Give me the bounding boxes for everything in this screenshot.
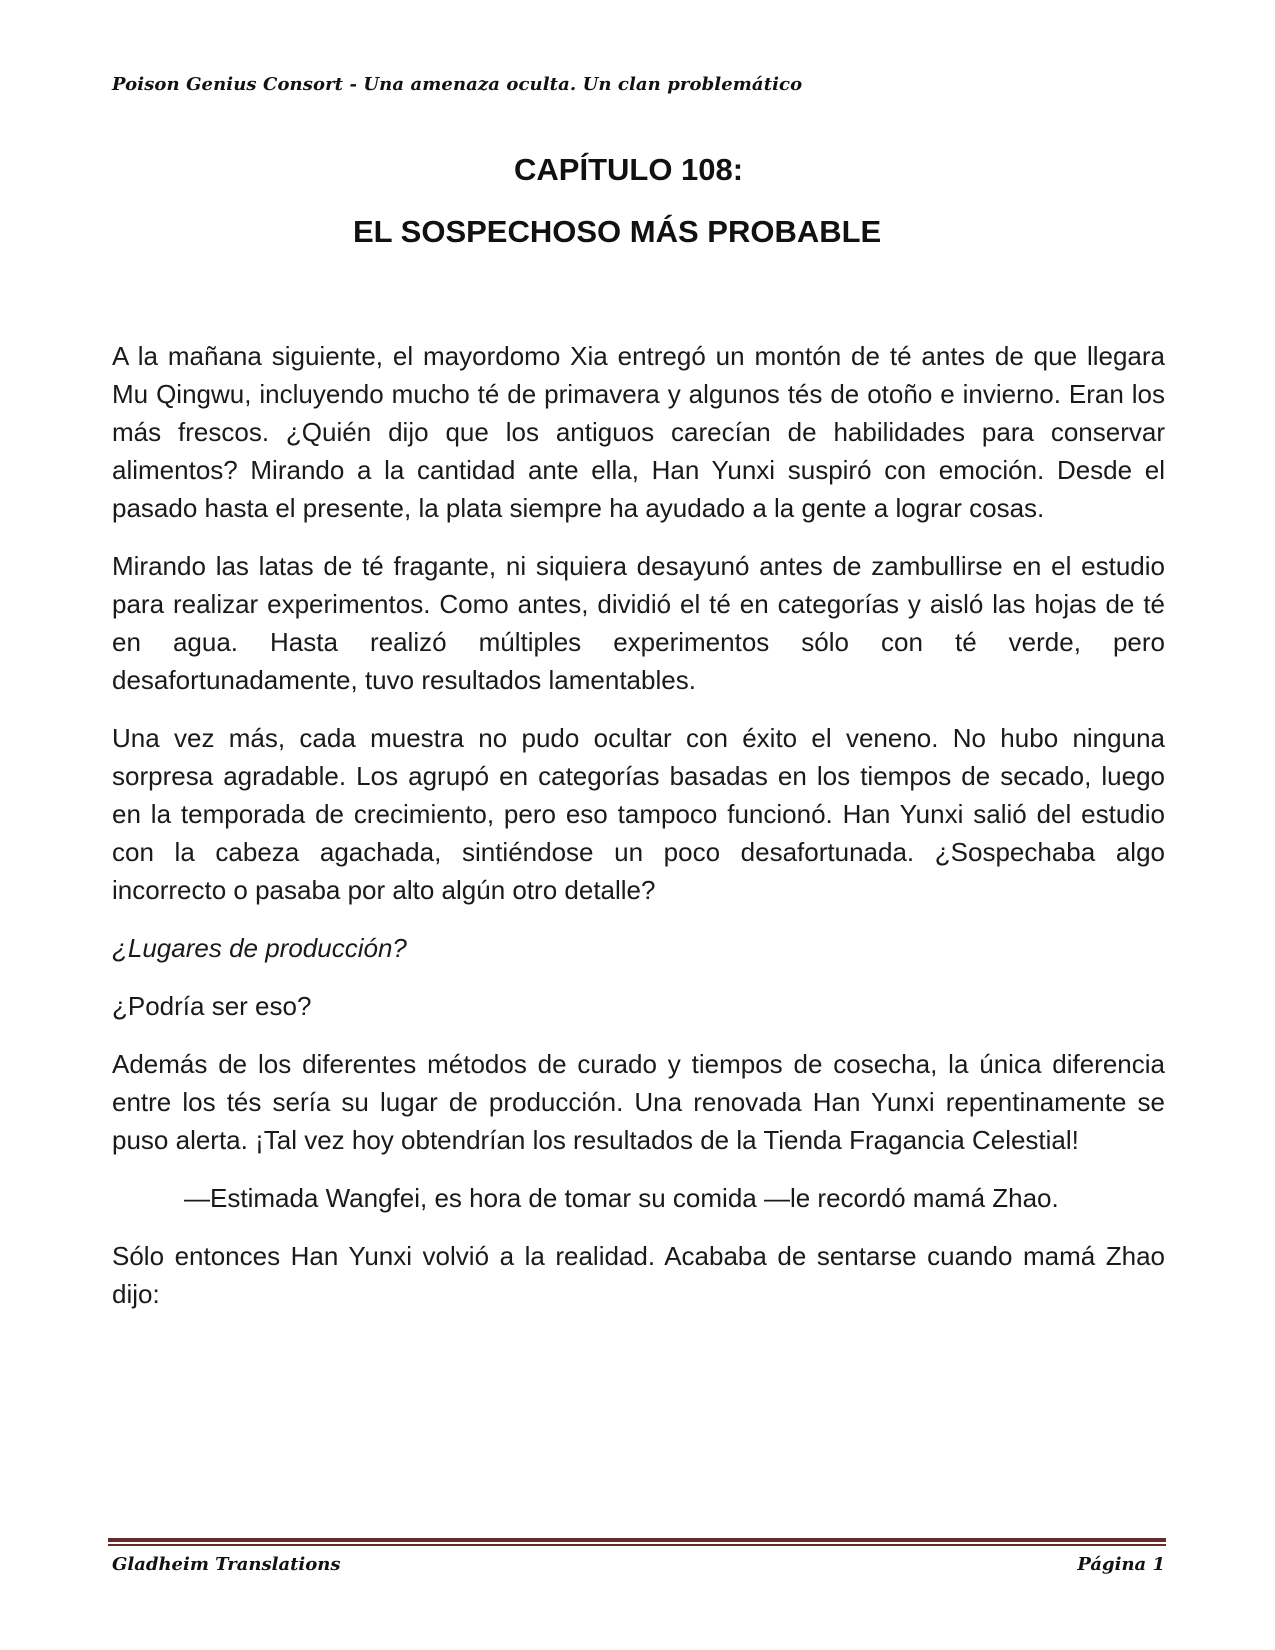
paragraph-italic: ¿Lugares de producción? [112, 933, 407, 963]
paragraph: A la mañana siguiente, el mayordomo Xia entregó un montón de té antes de que llegara Mu Qingwu, incluyendo mucho té de primavera y algunos tés de otoño e invierno. Eran los más frescos. ¿Quién dijo que los antiguos carecían de habilidades para conservar alimentos? Mirando a la cantidad ante ella, Han Yunxi suspiró con emoción. Desde el pasado hasta el presente, la plata siempre ha ayudado a la gente a lograr cosas. [112, 341, 1165, 523]
footer-divider-thin [108, 1544, 1166, 1546]
paragraph: ¿Podría ser eso? [112, 991, 312, 1021]
chapter-title [353, 214, 881, 250]
footer-publisher: Gladheim Translations [112, 1554, 341, 1575]
chapter-number-text: CAPÍTULO 108: [514, 152, 744, 187]
footer-divider-thick [108, 1538, 1166, 1542]
running-header: Poison Genius Consort - Una amenaza oculta. Un clan problemático [112, 74, 803, 95]
paragraph: Una vez más, cada muestra no pudo ocultar con éxito el veneno. No hubo ninguna sorpresa agradable. Los agrupó en categorías basadas en los tiempos de secado, luego en la temporada de crecimiento, pero eso tampoco funcionó. Han Yunxi salió del estudio con la cabeza agachada, sintiéndose un poco desafortunada. ¿Sospechaba algo incorrecto o pasaba por alto algún otro detalle? [112, 723, 1165, 905]
paragraph: Mirando las latas de té fragante, ni siquiera desayunó antes de zambullirse en el estudio para realizar experimentos. Como antes, dividió el té en categorías y aisló las hojas de té en agua. Hasta realizó múltiples experimentos sólo con té verde, pero desafortunadamente, tuvo resultados lamentables. [112, 551, 1165, 695]
chapter-title-text: EL SOSPECHOSO MÁS PROBABLE [353, 214, 882, 249]
footer-divider [108, 1538, 1166, 1547]
footer-page-number: Página 1 [1077, 1554, 1165, 1575]
chapter-number [514, 152, 743, 188]
dialogue-line: —Estimada Wangfei, es hora de tomar su comida —le recordó mamá Zhao. [184, 1183, 1059, 1213]
paragraph: Sólo entonces Han Yunxi volvió a la realidad. Acababa de sentarse cuando mamá Zhao dijo: [112, 1241, 1165, 1309]
paragraph: Además de los diferentes métodos de curado y tiempos de cosecha, la única diferencia entre los tés sería su lugar de producción. Una renovada Han Yunxi repentinamente se puso alerta. ¡Tal vez hoy obtendrían los resultados de la Tienda Fragancia Celestial! [112, 1049, 1165, 1155]
chapter-body [112, 337, 1165, 1333]
